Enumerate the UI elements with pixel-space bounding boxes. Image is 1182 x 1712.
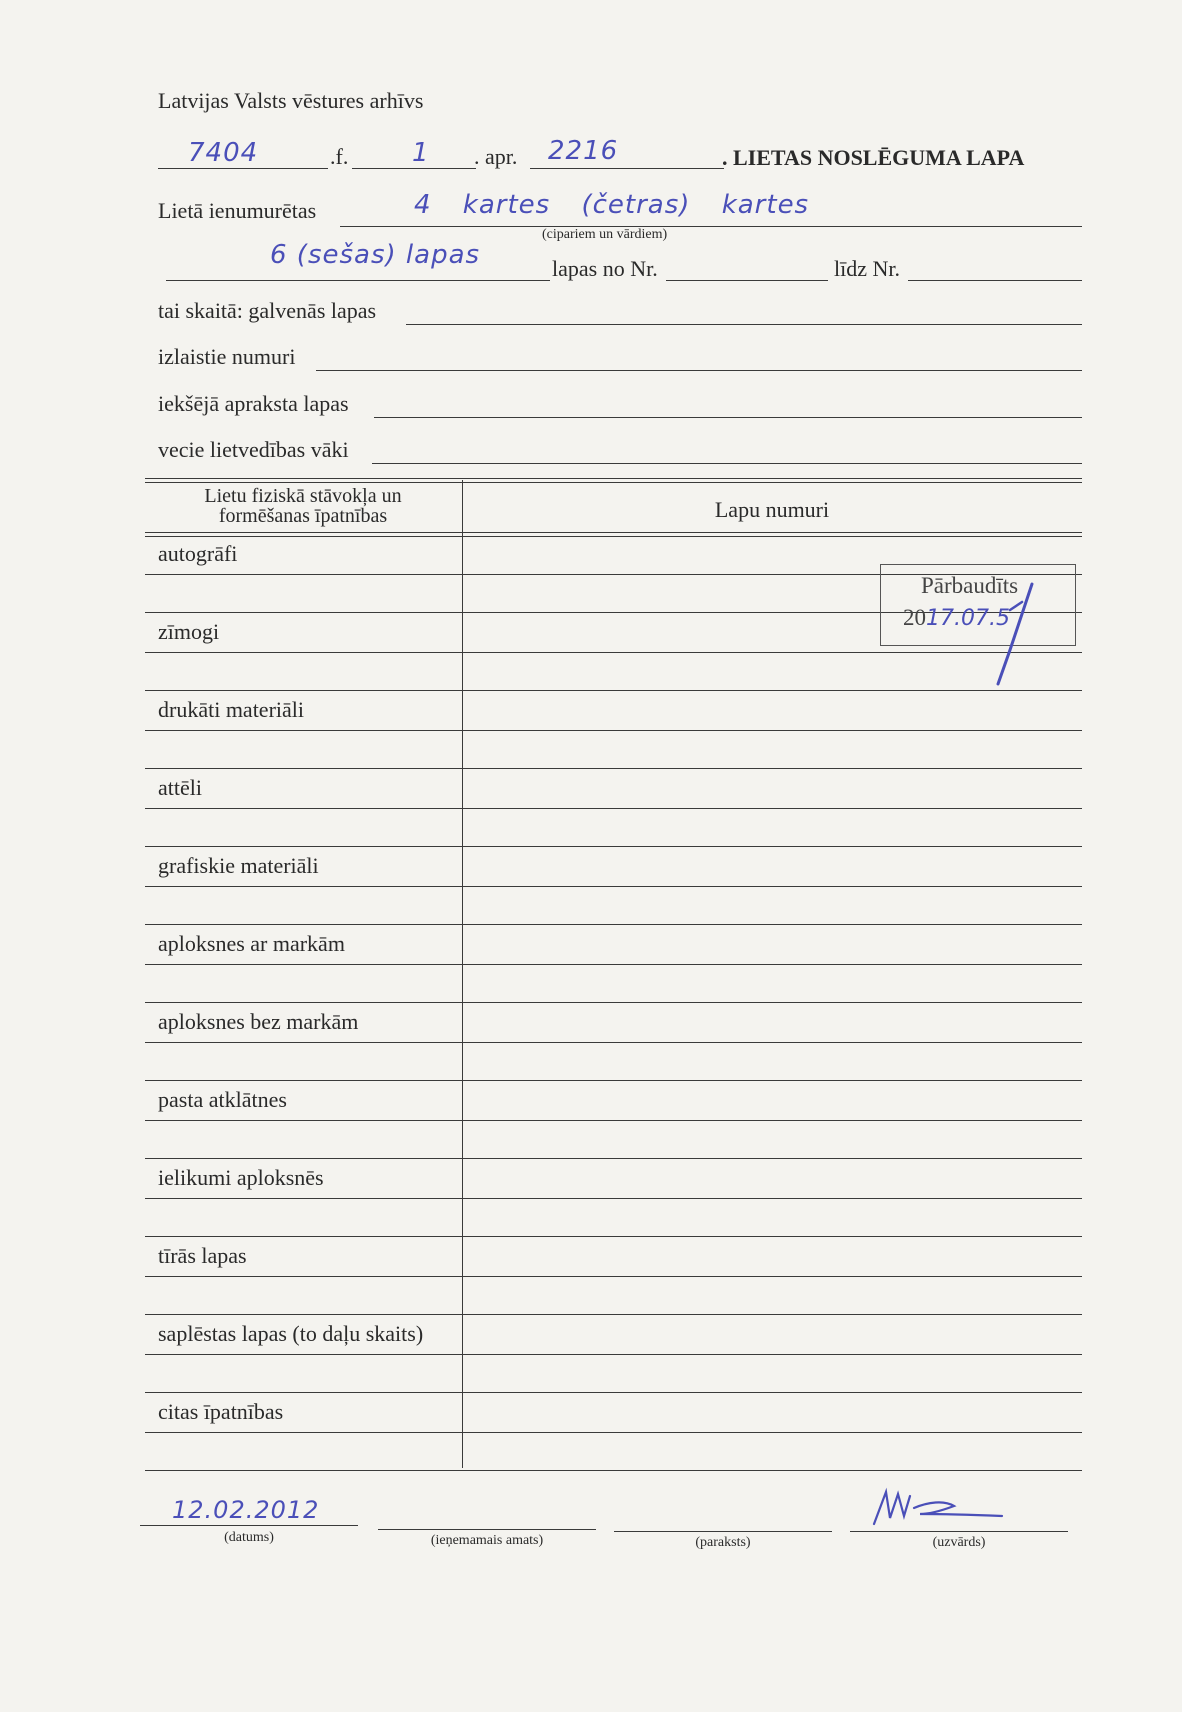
table-row-line	[145, 1276, 1082, 1277]
table-row-separator	[145, 1002, 1082, 1003]
table-row-separator	[145, 924, 1082, 925]
table-row-label: attēli	[158, 775, 202, 800]
table-top-border	[145, 478, 1082, 483]
table-col1-header	[145, 486, 461, 526]
table-row-line	[145, 1432, 1082, 1433]
table-row-line	[145, 1354, 1082, 1355]
handwritten-signature	[864, 1484, 1014, 1534]
table-row-separator	[145, 690, 1082, 691]
table-header-bottom-border	[145, 532, 1082, 537]
table-row-line	[145, 730, 1082, 731]
main-pages-underline	[406, 324, 1082, 325]
table-row-label: autogrāfi	[158, 541, 238, 566]
apr-handwritten-value: 1	[412, 138, 430, 168]
enumerated-underline	[340, 226, 1082, 227]
document-title: . LIETAS NOSLĒGUMA LAPA	[722, 145, 1025, 170]
fond-underline	[158, 168, 328, 169]
table-row-separator	[145, 768, 1082, 769]
skipped-numbers-label: izlaistie numuri	[158, 344, 296, 369]
surname-underline	[850, 1531, 1068, 1532]
date-caption: (datums)	[224, 1530, 274, 1545]
archive-name: Latvijas Valsts vēstures arhīvs	[158, 88, 424, 113]
date-underline	[140, 1525, 358, 1526]
pages-to-label: līdz Nr.	[834, 256, 900, 281]
table-row-separator	[145, 1080, 1082, 1081]
stamp-signature-stroke	[980, 580, 1050, 690]
surname-caption: (uzvārds)	[932, 1535, 986, 1550]
fond-label: .f.	[330, 144, 349, 169]
table-row-label: ielikumi aploksnēs	[158, 1165, 324, 1190]
stamp-title: Pārbaudīts	[921, 573, 1019, 598]
table-row-separator	[145, 1158, 1082, 1159]
skipped-numbers-underline	[316, 370, 1082, 371]
signature-underline	[614, 1531, 832, 1532]
position-underline	[378, 1529, 596, 1530]
table-column-divider	[462, 480, 463, 1468]
pages-to-underline	[908, 280, 1082, 281]
stamp-date-handwritten: 17.07.5	[926, 606, 1010, 631]
table-row-line	[145, 808, 1082, 809]
old-covers-label: vecie lietvedības vāki	[158, 437, 349, 462]
old-covers-underline	[372, 463, 1082, 464]
fond-handwritten-value: 7404	[188, 138, 259, 168]
table-row-separator	[145, 1236, 1082, 1237]
table-row-label: grafiskie materiāli	[158, 853, 319, 878]
table-col1-header-line1: Lietu fiziskā stāvokļa un	[204, 485, 402, 507]
position-caption: (ieņemamais amats)	[430, 1533, 544, 1548]
table-row-line	[145, 964, 1082, 965]
internal-desc-label: iekšējā apraksta lapas	[158, 391, 349, 416]
case-handwritten-value: 2216	[548, 136, 619, 166]
table-row-separator	[145, 846, 1082, 847]
table-row-label: aploksnes ar markām	[158, 931, 345, 956]
enumerated-label: Lietā ienumurētas	[158, 198, 317, 223]
main-pages-label: tai skaitā: galvenās lapas	[158, 298, 377, 323]
pages-from-underline	[666, 280, 828, 281]
table-row-label: tīrās lapas	[158, 1243, 247, 1268]
table-row-label: aploksnes bez markām	[158, 1009, 359, 1034]
apr-label: . apr.	[474, 144, 518, 169]
digits-words-caption: (cipariem un vārdiem)	[542, 227, 668, 242]
table-col2-header: Lapu numuri	[714, 497, 830, 522]
case-underline	[530, 168, 724, 169]
signature-caption: (paraksts)	[695, 1535, 751, 1550]
pages-from-label: lapas no Nr.	[552, 256, 658, 281]
table-row-separator	[145, 1470, 1082, 1471]
table-row-label: citas īpatnības	[158, 1399, 284, 1424]
table-row-line	[145, 1120, 1082, 1121]
table-row-label: saplēstas lapas (to daļu skaits)	[158, 1321, 424, 1346]
table-row-label: pasta atklātnes	[158, 1087, 287, 1112]
table-row-label: zīmogi	[158, 619, 220, 644]
table-row-line	[145, 1042, 1082, 1043]
sheets-underline	[166, 280, 550, 281]
footer-date-handwritten: 12.02.2012	[172, 1496, 320, 1524]
internal-desc-underline	[374, 417, 1082, 418]
table-col1-header-line2: formēšanas īpatnības	[218, 505, 388, 527]
table-row-line	[145, 1198, 1082, 1199]
table-row-separator	[145, 1392, 1082, 1393]
table-row-line	[145, 886, 1082, 887]
stamp-date-prefix: 20	[903, 605, 926, 630]
table-row-separator	[145, 1314, 1082, 1315]
enumerated-handwritten-value: 4 kartes (četras) kartes	[414, 190, 810, 220]
apr-underline	[352, 168, 476, 169]
table-row-line	[145, 652, 1082, 653]
table-row-label: drukāti materiāli	[158, 697, 304, 722]
sheets-handwritten-value: 6 (sešas) lapas	[270, 240, 481, 270]
